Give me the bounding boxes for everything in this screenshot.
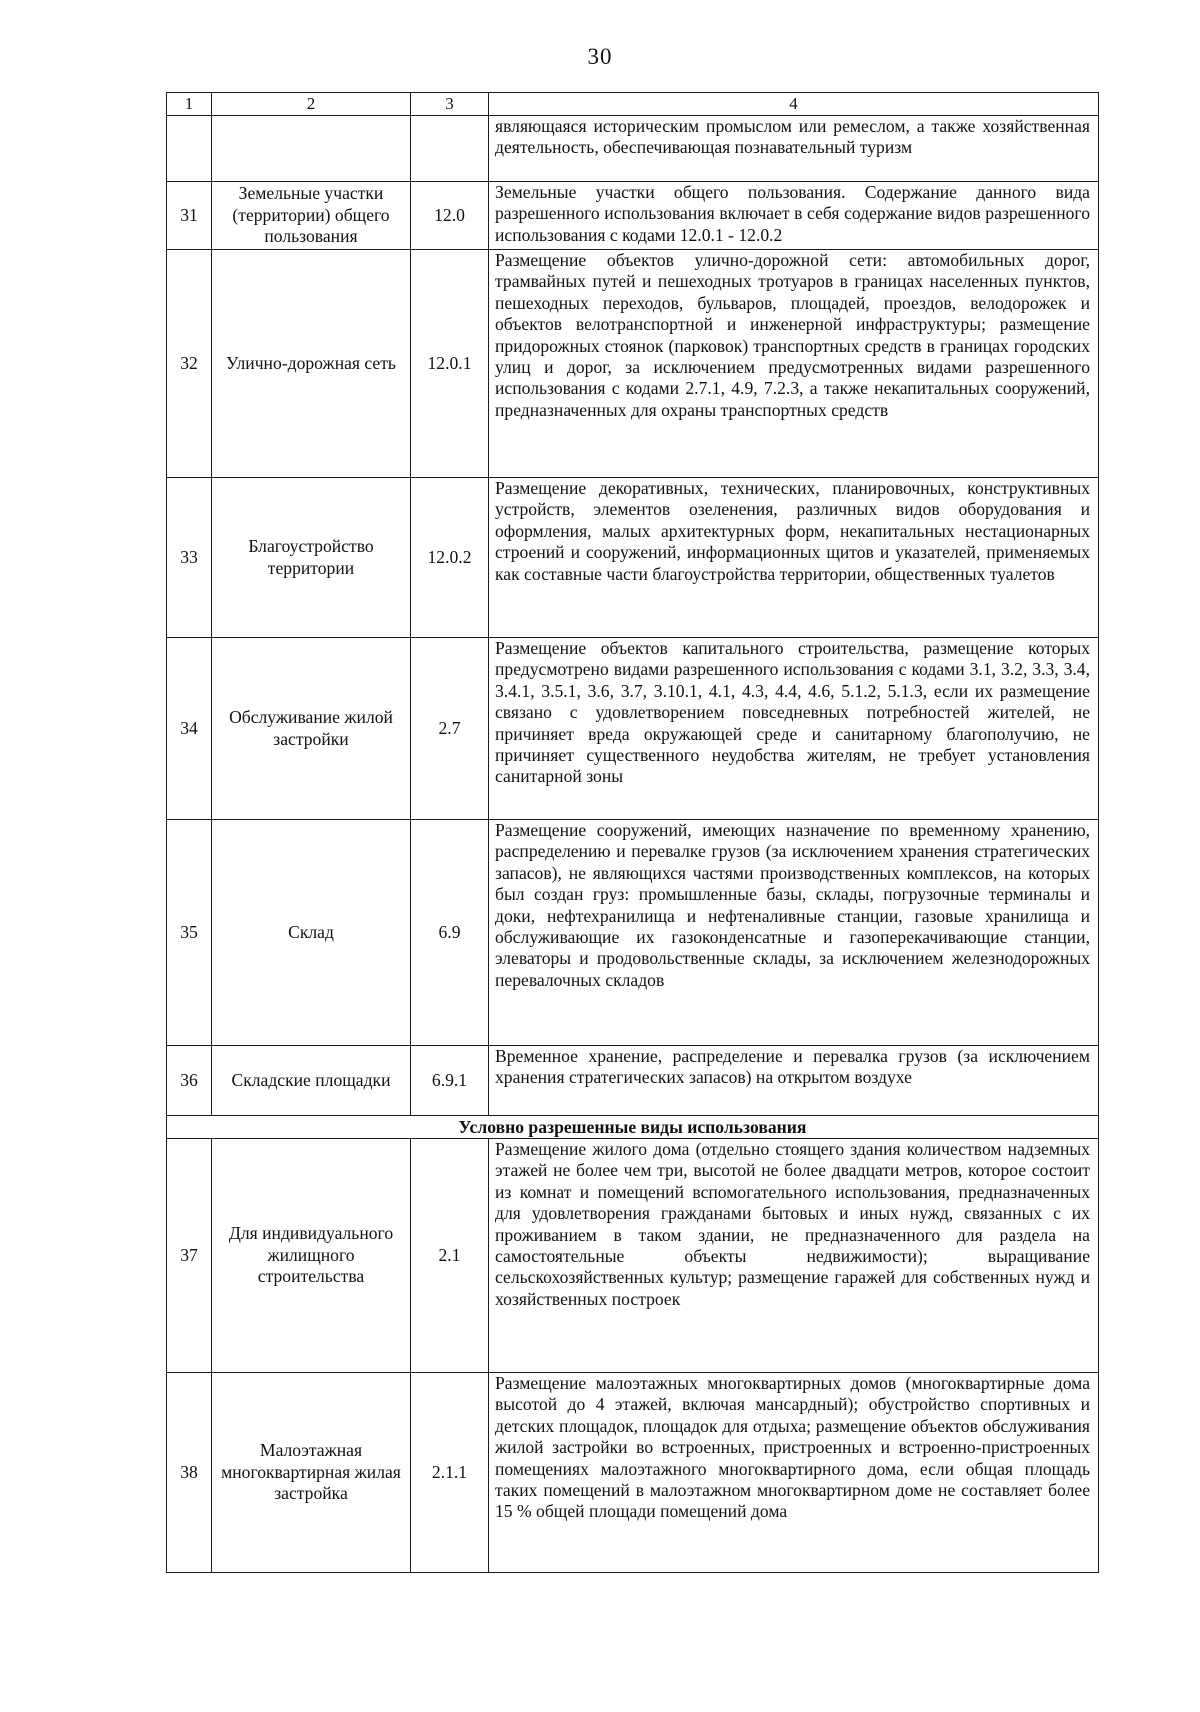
table-row (167, 1373, 1099, 1573)
header-cell: 4 (489, 93, 1099, 116)
use-type-name: Благоустройство территории (212, 478, 411, 638)
row-number: 33 (167, 478, 212, 638)
use-type-name: Улично-дорожная сеть (212, 250, 411, 478)
use-type-description: Размещение сооружений, имеющих назначение по временному хранению, распределению и перевалке грузов (за исключением хранения стратегических запасов), не являющихся частями производственных комплексов, на которых был создан груз: промышленные базы, склады, погрузочные терминалы и доки, нефтехранилища и нефтеналивные станции, газовые хранилища и обслуживающие их газоконденсатные и газоперекачивающие станции, элеваторы и продовольственные склады, за исключением железнодорожных перевалочных складов (489, 820, 1099, 1046)
table-row (167, 1046, 1099, 1116)
land-use-table (166, 92, 1099, 1573)
use-type-code: 2.1 (411, 1139, 489, 1373)
use-type-code: 2.7 (411, 638, 489, 820)
table-row (167, 1139, 1099, 1373)
table-row (167, 820, 1099, 1046)
use-type-description: Размещение объектов капитального строительства, размещение которых предусмотрено видами разрешенного использования с кодами 3.1, 3.2, 3.3, 3.4, 3.4.1, 3.5.1, 3.6, 3.7, 3.10.1, 4.1, 4.3, 4.4, 4.6, 5.1.2, 5.1.3, если их размещение связано с удовлетворением повседневных потребностей жителей, не причиняет вреда окружающей среде и санитарному благополучию, не причиняет существенного неудобства жителям, не требует установления санитарной зоны (489, 638, 1099, 820)
row-number: 36 (167, 1046, 212, 1116)
header-cell: 2 (212, 93, 411, 116)
use-type-description: Временное хранение, распределение и перевалка грузов (за исключением хранения стратегических запасов) на открытом воздухе (489, 1046, 1099, 1116)
row-number: 32 (167, 250, 212, 478)
use-type-description: Размещение объектов улично-дорожной сети: автомобильных дорог, трамвайных путей и пешеходных тротуаров в границах населенных пунктов, пешеходных переходов, бульваров, площадей, проездов, велодорожек и объектов велотранспортной и инженерной инфраструктуры; размещение придорожных стоянок (парковок) транспортных средств в границах городских улиц и дорог, за исключением предусмотренных видами разрешенного использования с кодами 2.7.1, 4.9, 7.2.3, а также некапитальных сооружений, предназначенных для охраны транспортных средств (489, 250, 1099, 478)
use-type-name: Склад (212, 820, 411, 1046)
use-type-code: 12.0.1 (411, 250, 489, 478)
use-type-description: Размещение малоэтажных многоквартирных домов (многоквартирные дома высотой до 4 этажей, включая мансардный); обустройство спортивных и детских площадок, площадок для отдыха; размещение объектов обслуживания жилой застройки во встроенных, пристроенных и встроенно-пристроенных помещениях малоэтажного многоквартирного дома, если общая площадь таких помещений в малоэтажном многоквартирном доме не составляет более 15 % общей площади помещений дома (489, 1373, 1099, 1573)
use-type-code (411, 116, 489, 182)
use-type-code: 6.9.1 (411, 1046, 489, 1116)
use-type-code: 6.9 (411, 820, 489, 1046)
table-row (167, 478, 1099, 638)
use-type-name: Обслуживание жилой застройки (212, 638, 411, 820)
use-type-name: Складские площадки (212, 1046, 411, 1116)
use-type-name: Земельные участки (территории) общего пользования (212, 182, 411, 250)
use-type-description: являющаяся историческим промыслом или ремеслом, а также хозяйственная деятельность, обеспечивающая познавательный туризм (489, 116, 1099, 182)
row-number: 34 (167, 638, 212, 820)
row-number: 35 (167, 820, 212, 1046)
section-row (167, 1116, 1099, 1139)
table-row (167, 638, 1099, 820)
section-title: Условно разрешенные виды использования (167, 1116, 1099, 1139)
row-number: 38 (167, 1373, 212, 1573)
header-row (167, 93, 1099, 116)
table-row (167, 116, 1099, 182)
use-type-name: Малоэтажная многоквартирная жилая застройка (212, 1373, 411, 1573)
page-number: 30 (587, 44, 613, 69)
header-cell: 3 (411, 93, 489, 116)
row-number (167, 116, 212, 182)
table-row (167, 182, 1099, 250)
use-type-name: Для индивидуального жилищного строительства (212, 1139, 411, 1373)
use-type-name (212, 116, 411, 182)
use-type-description: Земельные участки общего пользования. Содержание данного вида разрешенного использования включает в себя содержание видов разрешенного использования с кодами 12.0.1 - 12.0.2 (489, 182, 1099, 250)
table-row (167, 250, 1099, 478)
use-type-code: 2.1.1 (411, 1373, 489, 1573)
use-type-code: 12.0.2 (411, 478, 489, 638)
use-type-description: Размещение жилого дома (отдельно стоящего здания количеством надземных этажей не более чем три, высотой не более двадцати метров, которое состоит из комнат и помещений вспомогательного использования, предназначенных для удовлетворения гражданами бытовых и иных нужд, связанных с их проживанием в таком здании, не предназначенного для раздела на самостоятельные объекты недвижимости); выращивание сельскохозяйственных культур; размещение гаражей для собственных нужд и хозяйственных построек (489, 1139, 1099, 1373)
row-number: 37 (167, 1139, 212, 1373)
use-type-description: Размещение декоративных, технических, планировочных, конструктивных устройств, элементов озеленения, различных видов оборудования и оформления, малых архитектурных форм, некапитальных нестационарных строений и сооружений, информационных щитов и указателей, применяемых как составные части благоустройства территории, общественных туалетов (489, 478, 1099, 638)
row-number: 31 (167, 182, 212, 250)
header-cell: 1 (167, 93, 212, 116)
use-type-code: 12.0 (411, 182, 489, 250)
